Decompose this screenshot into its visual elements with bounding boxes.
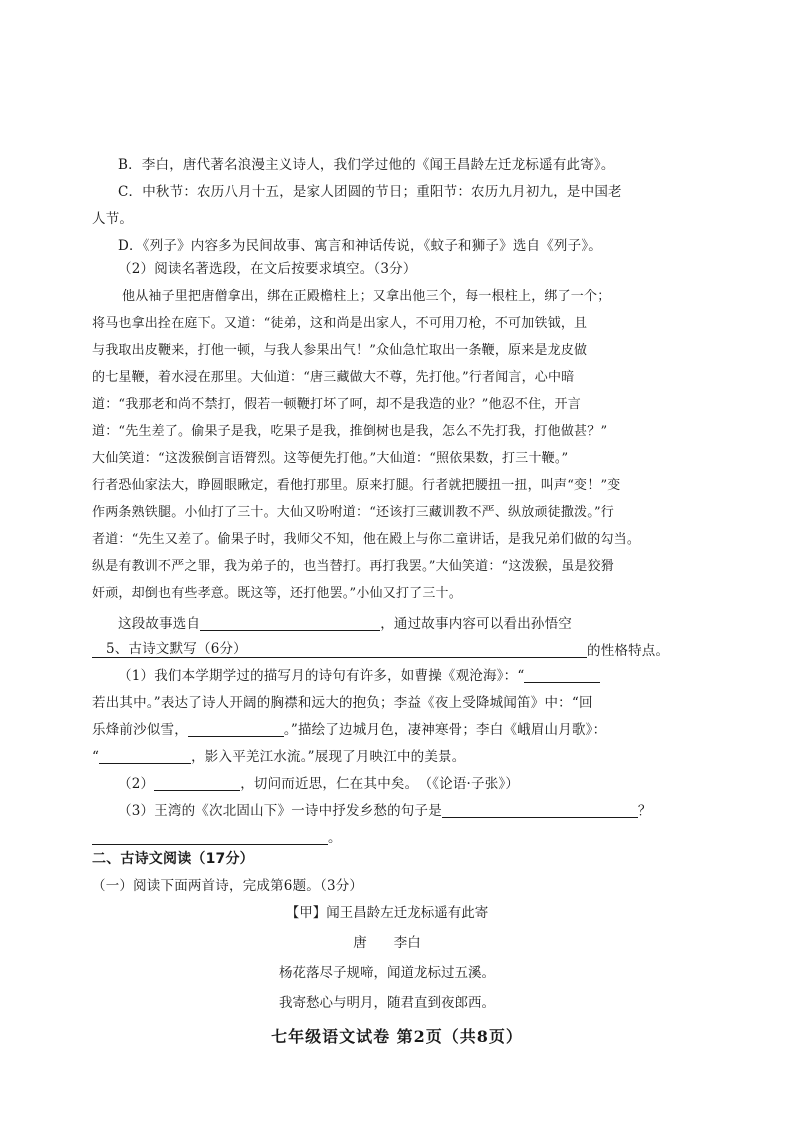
poem-line: 我寄愁心与明月，随君直到夜郎西。 xyxy=(279,995,495,1011)
passage-line: 的七星鞭，着水浸在那里。大仙道：“唐三藏做大不尊，先打他。”行者闻言，心中暗 xyxy=(92,370,575,385)
q5-text: 。”描绘了边城月色，凄神寒骨；李白《峨眉山月歌》： xyxy=(283,722,607,738)
poem-author: 唐 李白 xyxy=(353,935,421,951)
option-d: D．《列子》内容多为民间故事、寓言和神话传说，《蚊子和狮子》选自《列子》。 xyxy=(118,238,602,254)
q5-line: 若出其中。”表达了诗人开阔的胸襟和远大的抱负；李益《夜上受降城闻笛》中：“回 xyxy=(92,695,593,711)
option-c-cont: 人节。 xyxy=(92,211,134,227)
answer-blank[interactable] xyxy=(154,774,240,791)
passage-line: 将马也拿出拴在庭下。又道：“徒弟，这和尚是出家人，不可用刀枪，不可加铁钺，且 xyxy=(92,316,588,331)
passage-line: 作两条熟铁腿。小仙打了三十。大仙又吩咐道：“还该打三藏训教不严、纵放顽徒撒泼。”行 xyxy=(92,505,614,520)
option-c: C．中秋节：农历八月十五，是家人团圆的节日；重阳节：农历九月初九，是中国老 xyxy=(118,184,622,200)
answer-blank[interactable] xyxy=(188,720,284,737)
answer-blank[interactable] xyxy=(524,666,600,683)
question-5 xyxy=(92,636,682,852)
section-title: 二、古诗文阅读（17分） xyxy=(92,851,254,867)
reading-passage xyxy=(92,283,682,607)
passage-line: 奸顽，却倒也有些孝意。既这等，还打他罢。”小仙又打了三十。 xyxy=(92,586,462,601)
passage-line: 他从袖子里把唐僧拿出，绑在正殿檐柱上；又拿出他三个，每一根柱上，绑了一个； xyxy=(122,289,611,304)
q5-line xyxy=(92,744,682,771)
q5-text: ，影入平羌江水流。”展现了月映江中的美景。 xyxy=(191,749,466,765)
passage-line: 道：“先生差了。偷果子是我，吃果子是我，推倒树也是我，怎么不先打我，打他做甚？” xyxy=(92,424,608,439)
answer-blank[interactable] xyxy=(99,747,191,764)
question-options xyxy=(92,152,682,260)
fill-text: ，通过故事内容可以看出孙悟空 xyxy=(380,616,573,632)
poem-line: 杨花落尽子规啼，闻道龙标过五溪。 xyxy=(279,965,495,981)
answer-blank-book[interactable] xyxy=(200,614,380,631)
poem xyxy=(92,898,682,1018)
q5-line xyxy=(92,663,682,690)
answer-blank[interactable] xyxy=(442,801,638,818)
passage-line: 纵是有教训不严之罪，我为弟子的，也当替打。再打我罢。”大仙笑道：“这泼猴，虽是狡猾 xyxy=(92,559,614,574)
passage-line: 与我取出皮鞭来，打他一顿，与我人参果出气！”众仙急忙取出一条鞭，原来是龙皮做 xyxy=(92,343,588,358)
section-2 xyxy=(92,846,682,900)
q5-text: ？ xyxy=(637,803,652,819)
answer-blank[interactable] xyxy=(92,828,328,845)
option-b: B．李白，唐代著名浪漫主义诗人，我们学过他的《闻王昌龄左迁龙标遥有此寄》。 xyxy=(118,157,615,173)
q5-text: （2） xyxy=(118,776,155,792)
poem-title: 【甲】闻王昌龄左迁龙标遥有此寄 xyxy=(285,905,489,921)
section-subtitle: （一）阅读下面两首诗，完成第6题。（3分） xyxy=(92,878,364,894)
q5-line xyxy=(92,771,682,798)
q5-text: “ xyxy=(92,749,100,765)
passage-line: 者道：“先生又差了。偷果子时，我师父不知，他在殿上与你二童讲话，是我兄弟们做的勾当。 xyxy=(92,532,641,547)
q5-text: （1）我们本学期学过的描写月的诗句有许多，如曹操《观沧海》：“ xyxy=(118,668,525,684)
q5-text: 乐烽前沙似雪， xyxy=(92,722,188,738)
question-4-2 xyxy=(92,256,682,665)
page-footer: 七年级语文试卷 第2页（共8页） xyxy=(271,1027,523,1046)
q5-text: 。 xyxy=(328,830,342,846)
fill-line-1 xyxy=(92,611,682,638)
q5-text: （3）王湾的《次北固山下》一诗中抒发乡愁的句子是 xyxy=(118,803,442,819)
q5-text: ，切问而近思，仁在其中矣。 （《论语·子张》） xyxy=(240,776,520,792)
fill-text: 这段故事选自 xyxy=(118,616,201,632)
fill-text: 的性格特点。 xyxy=(587,643,670,659)
passage-line: 行者恐仙家法大，睁圆眼瞅定，看他打那里。原来打腿。行者就把腰扭一扭，叫声“变！”变 xyxy=(92,478,621,493)
question-title: 5、古诗文默写（6分） xyxy=(106,641,247,657)
question-instruction: （2）阅读名著选段，在文后按要求填空。（3分） xyxy=(118,261,417,277)
passage-line: 道：“我那老和尚不禁打，假若一顿鞭打坏了呵，却不是我造的业？”他忍不住，开言 xyxy=(92,397,581,412)
q5-line xyxy=(92,798,682,825)
q5-line xyxy=(92,717,682,744)
passage-line: 大仙笑道：“这泼猴倒言语膂烈。这等便先打他。”大仙道：“照依果数，打三十鞭。” xyxy=(92,451,569,466)
